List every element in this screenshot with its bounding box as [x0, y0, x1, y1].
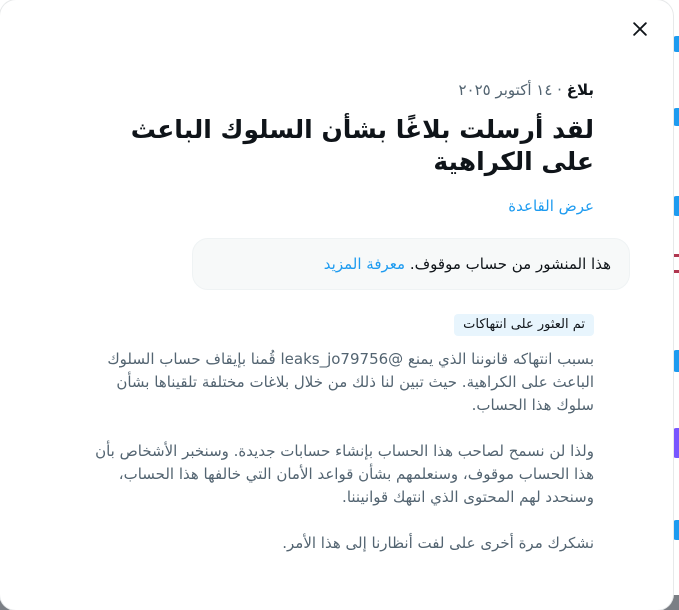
background-decoration	[673, 196, 679, 216]
meta-separator: ·	[552, 81, 567, 99]
close-button[interactable]	[623, 12, 657, 46]
report-meta	[80, 78, 594, 102]
background-decoration	[673, 254, 679, 257]
report-body	[80, 348, 594, 555]
body-paragraph: بسبب انتهاكه قانوننا الذي يمنع @leaks_jo79756 قُمنا بإيقاف حساب السلوك الباعث على الكراهية. حيث تبين لنا ذلك من خلال بلاغات مختلفة تلقيناها بشأن سلوك هذا الحساب.	[107, 350, 594, 414]
learn-more-link[interactable]: معرفة المزيد	[323, 255, 406, 273]
background-decoration	[673, 36, 679, 52]
report-date: ١٤ أكتوبر ٢٠٢٥	[458, 81, 553, 99]
report-type-label: بلاغ	[566, 81, 594, 99]
background-decoration	[673, 270, 679, 273]
background-decoration	[673, 350, 679, 372]
close-icon	[630, 19, 650, 39]
notice-text: هذا المنشور من حساب موقوف.	[409, 255, 611, 273]
background-decoration	[673, 520, 679, 540]
background-decoration	[673, 428, 679, 458]
view-rule-link[interactable]: عرض القاعدة	[508, 197, 594, 215]
body-paragraph: ولذا لن نسمح لصاحب هذا الحساب بإنشاء حسابات جديدة. وسنخبر الأشخاص بأن هذا الحساب موقوف، وسنعلمهم بشأن قواعد الأمان التي خالفها هذا الحساب، وسنحدد لهم المحتوى الذي انتهك قوانيننا.	[95, 442, 594, 506]
violation-badge: تم العثور على انتهاكات	[454, 314, 594, 336]
dialog-title: لقد أرسلت بلاغًا بشأن السلوك الباعث على الكراهية	[130, 115, 594, 176]
report-content	[80, 78, 611, 578]
background-decoration	[673, 108, 679, 126]
body-paragraph: نشكرك مرة أخرى على لفت أنظارنا إلى هذا الأمر.	[282, 534, 594, 552]
suspended-account-notice	[192, 238, 630, 290]
